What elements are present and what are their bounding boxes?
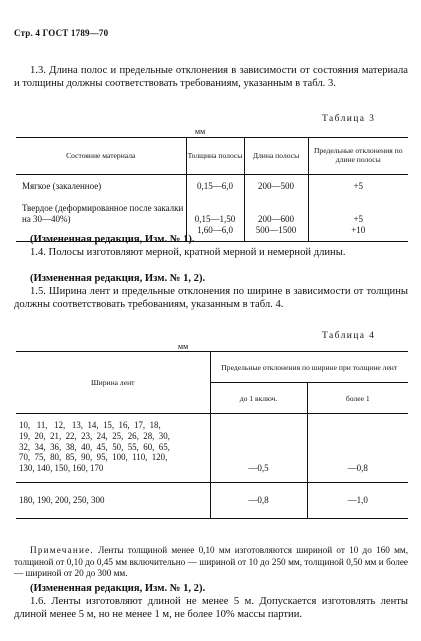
table3-cell-state: Мягкое (закаленное): [22, 181, 102, 191]
table4-header-width: Ширина лент: [16, 352, 210, 414]
table4-caption: Таблица 4: [322, 331, 376, 341]
table3-header-deviation: Предельные отклонения по длине полосы: [308, 138, 408, 175]
table-row: [16, 175, 408, 200]
table3-cell-length: 200—500: [244, 175, 308, 200]
table3-deviation-line1: +5: [353, 214, 364, 224]
width-line: 32, 34, 36, 38, 40, 45, 50, 55, 60, 65,: [19, 441, 170, 452]
table3-header-state: Состояние материала: [16, 138, 186, 175]
table4-cell-widths: 180, 190, 200, 250, 300: [16, 482, 210, 518]
table-4: [16, 351, 408, 519]
table3-thickness-line1: 0,15—1,50: [194, 214, 236, 224]
table3-cell-state: Твердое (деформированное после закалки на 30—40%): [22, 203, 184, 224]
table3-length-line2: 500—1500: [255, 224, 297, 235]
paragraph-1-4: 1.4. Полосы изготовляют мерной, кратной мерной и немерной длины.: [30, 247, 346, 258]
table3-deviation-line2: +10: [351, 224, 366, 235]
revision-note-2: (Измененная редакция, Изм. № 1, 2).: [30, 273, 206, 284]
table-3: [16, 137, 408, 242]
width-line: 19, 20, 21, 22, 23, 24, 25, 26, 28, 30,: [19, 430, 170, 441]
page-header: Стр. 4 ГОСТ 1789—70: [14, 28, 109, 38]
paragraph-1-5: 1.5. Ширина лент и предельные отклонения по ширине в зависимости от толщины должны соответствовать требованиям, указанным в табл. 4.: [14, 286, 408, 311]
note-label: Примечание.: [30, 545, 94, 555]
table3-thickness-line2: 1,60—6,0: [197, 224, 233, 235]
table3-cell-thickness: 0,15—6,0: [186, 175, 244, 200]
paragraph-1-3: 1.3. Длина полос и предельные отклонения в зависимости от состояния материала и толщины должны соответствовать требованиям, указанным в табл. 3.: [14, 65, 408, 90]
revision-note-1: (Измененная редакция, Изм. № 1).: [30, 234, 195, 245]
table4-header-over-1: более 1: [307, 383, 408, 414]
table-row: [16, 482, 408, 518]
table4-cell-dev-over-1: —0,8: [307, 414, 408, 483]
paragraph-1-6: 1.6. Ленты изготовляют длиной не менее 5 м. Допускается изготовлять ленты длиной менее 5 м, но не менее 1 м, не более 10% массы партии.: [14, 596, 408, 621]
table4-unit: мм: [178, 342, 189, 351]
table4-header-deviation: Предельные отклонения по ширине при толщине лент: [210, 352, 408, 383]
width-line: 10, 11, 12, 13, 14, 15, 16, 17, 18,: [19, 420, 161, 430]
width-line: 130, 140, 150, 160, 170: [19, 463, 104, 474]
table3-header-length: Длина полосы: [244, 138, 308, 175]
table4-cell-widths: [16, 414, 210, 483]
table4-cell-dev-over-1: —1,0: [307, 482, 408, 518]
width-line: 70, 75, 80, 85, 90, 95, 100, 110, 120,: [19, 452, 168, 463]
table3-length-line1: 200—600: [258, 214, 294, 224]
table3-unit: мм: [195, 127, 206, 136]
table3-caption: Таблица 3: [322, 114, 376, 124]
table4-cell-dev-up-to-1: —0,5: [210, 414, 307, 483]
table3-header-thickness: Толщина полосы: [186, 138, 244, 175]
table4-header-up-to-1: до 1 включ.: [210, 383, 307, 414]
revision-note-3: (Измененная редакция, Изм. № 1, 2).: [30, 583, 206, 594]
table3-cell-deviation: [308, 199, 408, 242]
table4-cell-dev-up-to-1: —0,8: [210, 482, 307, 518]
table4-note: [14, 545, 408, 580]
table-row: [16, 414, 408, 483]
table3-cell-length: [244, 199, 308, 242]
table3-cell-deviation: +5: [308, 175, 408, 200]
note-text: Ленты толщиной менее 0,10 мм изготовляются шириной от 10 до 160 мм, толщиной от 0,10 до 0,45 мм включительно — шириной от 10 до 250 мм, толщиной 0,50 мм и более — шириной от 20 до 300 мм.: [14, 545, 409, 579]
